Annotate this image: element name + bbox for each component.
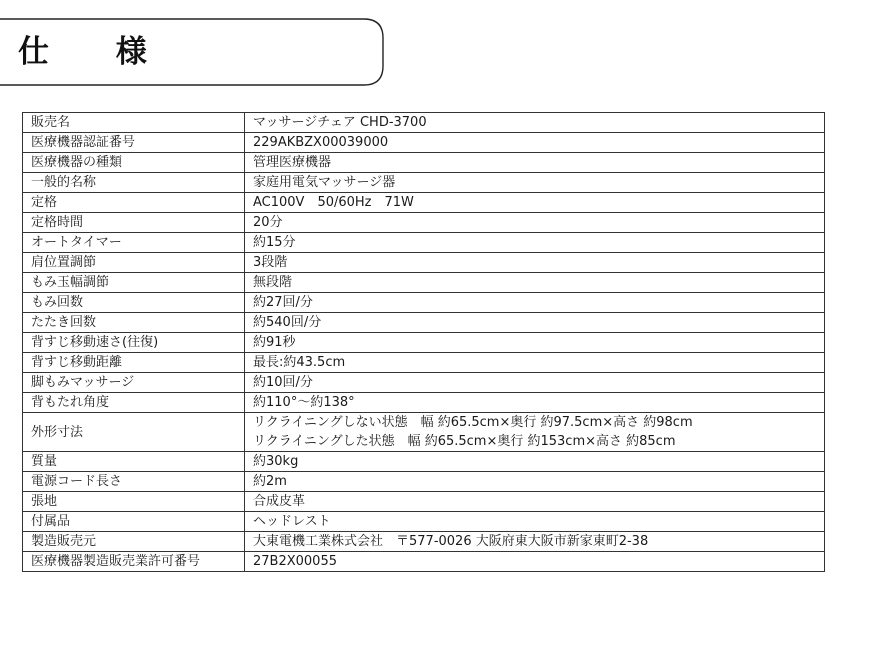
row-value: 約110°〜約138° bbox=[245, 393, 825, 413]
table-row bbox=[23, 313, 825, 333]
row-value: 管理医療機器 bbox=[245, 153, 825, 173]
table-row bbox=[23, 552, 825, 572]
row-label: 付属品 bbox=[23, 512, 245, 532]
row-value-line: リクライニングした状態 幅 約65.5cm×奥行 約153cm×高さ 約85cm bbox=[253, 434, 676, 449]
row-label: 背すじ移動速さ(往復) bbox=[23, 333, 245, 353]
row-value: 約27回/分 bbox=[245, 293, 825, 313]
row-value: 約30kg bbox=[245, 452, 825, 472]
row-label: もみ回数 bbox=[23, 293, 245, 313]
table-row bbox=[23, 193, 825, 213]
row-label: もみ玉幅調節 bbox=[23, 273, 245, 293]
table-row bbox=[23, 273, 825, 293]
row-label: 背もたれ角度 bbox=[23, 393, 245, 413]
table-row bbox=[23, 472, 825, 492]
title-banner bbox=[0, 18, 384, 86]
row-label: 背すじ移動距離 bbox=[23, 353, 245, 373]
table-row bbox=[23, 133, 825, 153]
row-value: マッサージチェア CHD-3700 bbox=[245, 113, 825, 133]
row-label: 医療機器認証番号 bbox=[23, 133, 245, 153]
table-row bbox=[23, 293, 825, 313]
table-row bbox=[23, 113, 825, 133]
table-row bbox=[23, 233, 825, 253]
spec-table bbox=[22, 112, 825, 572]
page-title: 仕 様 bbox=[18, 34, 175, 70]
table-row bbox=[23, 253, 825, 273]
table-row bbox=[23, 353, 825, 373]
row-label: 販売名 bbox=[23, 113, 245, 133]
row-value: 約540回/分 bbox=[245, 313, 825, 333]
row-value bbox=[245, 413, 825, 452]
row-label: 定格 bbox=[23, 193, 245, 213]
table-row bbox=[23, 213, 825, 233]
row-label: オートタイマー bbox=[23, 233, 245, 253]
row-value: 229AKBZX00039000 bbox=[245, 133, 825, 153]
row-label: 外形寸法 bbox=[23, 413, 245, 452]
row-value: 約10回/分 bbox=[245, 373, 825, 393]
row-value: 約2m bbox=[245, 472, 825, 492]
row-value: 大東電機工業株式会社 〒577-0026 大阪府東大阪市新家東町2-38 bbox=[245, 532, 825, 552]
table-row bbox=[23, 452, 825, 472]
row-value: 約15分 bbox=[245, 233, 825, 253]
table-row bbox=[23, 532, 825, 552]
row-value: 約91秒 bbox=[245, 333, 825, 353]
row-value: ヘッドレスト bbox=[245, 512, 825, 532]
row-label: 質量 bbox=[23, 452, 245, 472]
row-label: 肩位置調節 bbox=[23, 253, 245, 273]
row-label: 定格時間 bbox=[23, 213, 245, 233]
table-row bbox=[23, 173, 825, 193]
row-label: 電源コード長さ bbox=[23, 472, 245, 492]
table-row bbox=[23, 492, 825, 512]
row-label: 一般的名称 bbox=[23, 173, 245, 193]
row-value: AC100V 50/60Hz 71W bbox=[245, 193, 825, 213]
row-label: 医療機器製造販売業許可番号 bbox=[23, 552, 245, 572]
row-value: 家庭用電気マッサージ器 bbox=[245, 173, 825, 193]
table-row bbox=[23, 153, 825, 173]
row-value: 27B2X00055 bbox=[245, 552, 825, 572]
row-value-line: リクライニングしない状態 幅 約65.5cm×奥行 約97.5cm×高さ 約98cm bbox=[253, 415, 693, 430]
row-value: 合成皮革 bbox=[245, 492, 825, 512]
row-label: 張地 bbox=[23, 492, 245, 512]
row-value: 3段階 bbox=[245, 253, 825, 273]
row-label: 脚もみマッサージ bbox=[23, 373, 245, 393]
row-value: 最長:約43.5cm bbox=[245, 353, 825, 373]
table-row bbox=[23, 333, 825, 353]
row-label: たたき回数 bbox=[23, 313, 245, 333]
row-label: 製造販売元 bbox=[23, 532, 245, 552]
row-value: 無段階 bbox=[245, 273, 825, 293]
table-row bbox=[23, 413, 825, 452]
table-row bbox=[23, 512, 825, 532]
row-label: 医療機器の種類 bbox=[23, 153, 245, 173]
row-value: 20分 bbox=[245, 213, 825, 233]
table-row bbox=[23, 373, 825, 393]
table-row bbox=[23, 393, 825, 413]
